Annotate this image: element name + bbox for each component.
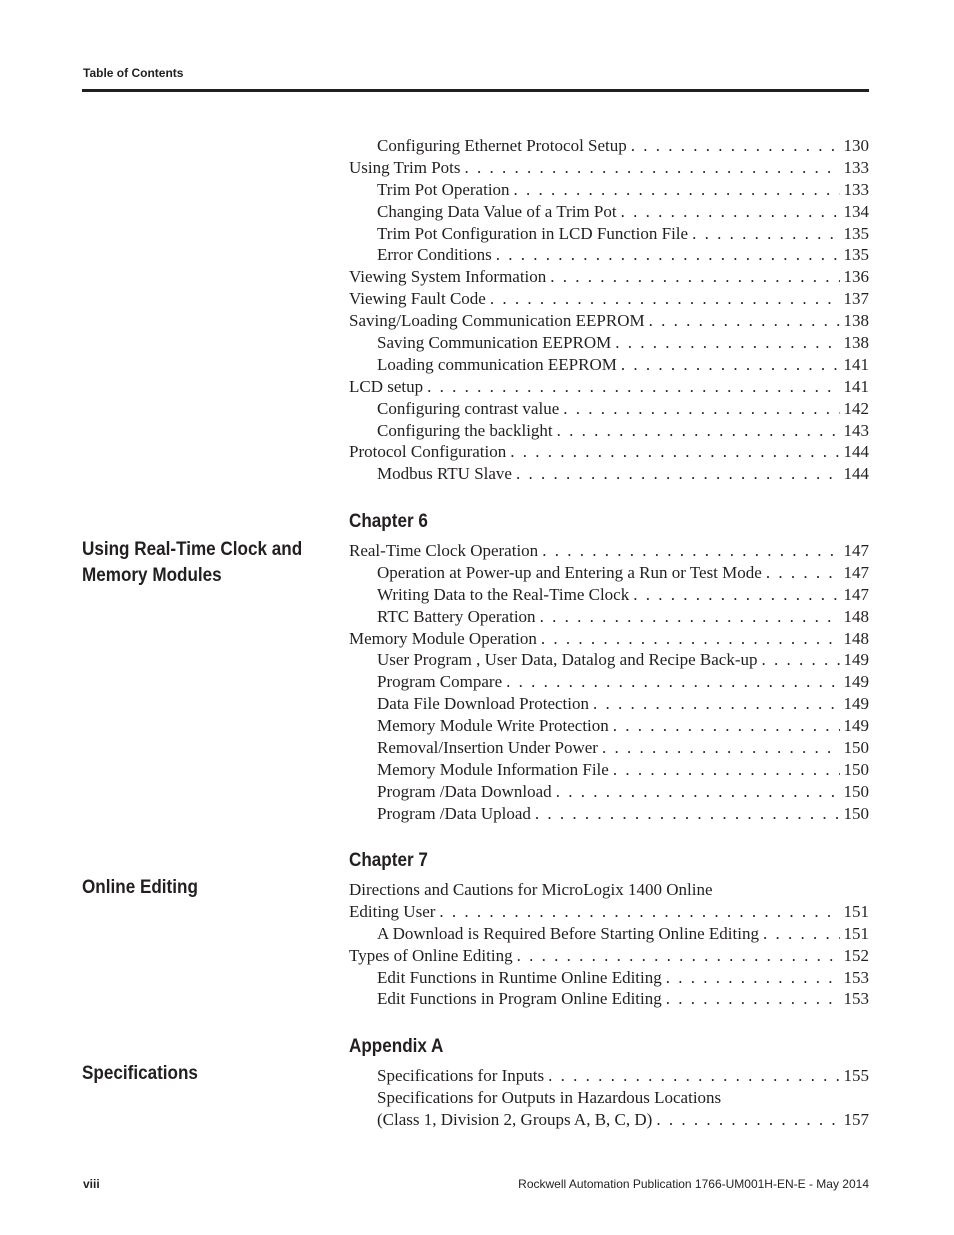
- dot-leader: [535, 803, 840, 825]
- toc-entry-page: 150: [843, 738, 869, 758]
- toc-entry-page: 147: [843, 541, 869, 560]
- dot-leader: [541, 628, 840, 650]
- dot-leader: [556, 781, 840, 803]
- dot-leader: [666, 988, 840, 1010]
- appendix-a-entries: [349, 1065, 869, 1131]
- dot-leader: [621, 201, 840, 223]
- toc-entry-page: 151: [843, 901, 869, 921]
- dot-leader: [550, 266, 839, 288]
- toc-entry[interactable]: [349, 649, 869, 671]
- toc-entry-title: Removal/Insertion Under Power: [377, 738, 598, 758]
- toc-entry-title: Program /Data Download: [377, 781, 552, 801]
- toc-entry-title: Editing User: [349, 901, 436, 921]
- toc-entry-page: 143: [843, 420, 869, 440]
- toc-entry-title: Edit Functions in Program Online Editing: [377, 989, 662, 1009]
- toc-entry[interactable]: [349, 737, 869, 759]
- toc-entry-page: 135: [843, 245, 869, 265]
- toc-entry-page: 138: [843, 311, 869, 331]
- toc-entry[interactable]: [349, 376, 869, 398]
- toc-entry[interactable]: [349, 781, 869, 803]
- chapter-7-label: Chapter 7: [349, 850, 428, 871]
- toc-entry[interactable]: [349, 420, 869, 442]
- toc-entry[interactable]: [349, 244, 869, 266]
- toc-entry[interactable]: [349, 201, 869, 223]
- toc-entry-page: 149: [843, 672, 869, 692]
- dot-leader: [656, 1109, 839, 1131]
- toc-entry-page: 141: [843, 354, 869, 374]
- toc-entry[interactable]: [349, 266, 869, 288]
- toc-entry-title: Directions and Cautions for MicroLogix 1400 Online: [349, 880, 713, 899]
- toc-entry-title: (Class 1, Division 2, Groups A, B, C, D): [377, 1109, 653, 1129]
- toc-entry-title: Trim Pot Configuration in LCD Function File: [377, 223, 689, 243]
- toc-entry-title: Specifications for Inputs: [377, 1066, 545, 1085]
- toc-entry-page: 133: [843, 157, 869, 177]
- toc-entry-title: Configuring the backlight: [377, 420, 553, 440]
- toc-entry[interactable]: [349, 223, 869, 245]
- toc-entry[interactable]: [349, 759, 869, 781]
- dot-leader: [725, 1087, 865, 1109]
- toc-entry-title: RTC Battery Operation: [377, 606, 536, 626]
- dot-leader: [631, 135, 840, 157]
- toc-entry-page: 134: [843, 201, 869, 221]
- toc-entry-title: Memory Module Information File: [377, 759, 609, 779]
- toc-entry-title: Modbus RTU Slave: [377, 464, 512, 484]
- toc-entry-page: 141: [843, 376, 869, 396]
- toc-entry[interactable]: [349, 1087, 869, 1109]
- chapter-6-entries: [349, 540, 869, 825]
- toc-entry[interactable]: [349, 988, 869, 1010]
- appendix-a-label: Appendix A: [349, 1036, 444, 1057]
- running-header: Table of Contents: [83, 66, 184, 80]
- dot-leader: [666, 967, 840, 989]
- toc-entry-title: Writing Data to the Real-Time Clock: [377, 584, 630, 604]
- toc-entry-title: Viewing System Information: [349, 267, 547, 287]
- dot-leader: [613, 715, 840, 737]
- dot-leader: [761, 649, 839, 671]
- toc-entry[interactable]: [349, 135, 869, 157]
- toc-entry-page: 144: [843, 464, 869, 484]
- dot-leader: [602, 737, 840, 759]
- dot-leader: [763, 923, 840, 945]
- toc-entry[interactable]: [349, 693, 869, 715]
- dot-leader: [516, 463, 840, 485]
- dot-leader: [557, 420, 840, 442]
- toc-entry[interactable]: [349, 1109, 869, 1131]
- toc-entry-page: 136: [843, 267, 869, 287]
- toc-entry-title: LCD setup: [349, 376, 424, 396]
- toc-entry[interactable]: [349, 803, 869, 825]
- toc-entry-page: 150: [843, 759, 869, 779]
- dot-leader: [593, 693, 840, 715]
- toc-entry-title: Memory Module Write Protection: [377, 716, 609, 736]
- toc-entry-page: 150: [843, 781, 869, 801]
- toc-entry-page: 151: [843, 923, 869, 943]
- toc-entry-page: 138: [843, 333, 869, 353]
- toc-entry-page: 149: [843, 716, 869, 736]
- chapter-6-label: Chapter 6: [349, 511, 428, 532]
- toc-entry[interactable]: [349, 715, 869, 737]
- toc-entry-page: 152: [843, 945, 869, 965]
- dot-leader: [540, 606, 840, 628]
- toc-entry-page: 147: [843, 584, 869, 604]
- dot-leader: [649, 310, 840, 332]
- dot-leader: [692, 223, 839, 245]
- toc-entry-title: Using Trim Pots: [349, 157, 461, 177]
- dot-leader: [548, 1065, 839, 1087]
- toc-entry[interactable]: [349, 288, 869, 310]
- dot-leader: [517, 945, 840, 967]
- dot-leader: [510, 441, 839, 463]
- toc-entry[interactable]: [349, 628, 869, 650]
- appendix-a-title: Specifications: [82, 1063, 198, 1084]
- toc-entry[interactable]: [349, 945, 869, 967]
- dot-leader: [439, 901, 839, 923]
- toc-entry-page: 147: [843, 562, 869, 582]
- chapter-6-title: Using Real-Time Clock and Memory Modules: [82, 539, 303, 586]
- dot-leader: [496, 244, 840, 266]
- dot-leader: [542, 540, 839, 562]
- dot-leader: [633, 584, 839, 606]
- dot-leader: [465, 157, 840, 179]
- toc-entry-title: Configuring contrast value: [377, 398, 560, 418]
- toc-entry[interactable]: [349, 157, 869, 179]
- toc-entry-page: 153: [843, 989, 869, 1009]
- toc-entry-title: Program /Data Upload: [377, 803, 531, 823]
- toc-entry-title: Viewing Fault Code: [349, 289, 486, 309]
- toc-entry-page: 148: [843, 606, 869, 626]
- dot-leader: [427, 376, 839, 398]
- toc-entry[interactable]: [349, 354, 869, 376]
- toc-entry[interactable]: [349, 879, 869, 901]
- toc-entry[interactable]: [349, 441, 869, 463]
- toc-entry[interactable]: [349, 332, 869, 354]
- toc-entry[interactable]: [349, 540, 869, 562]
- toc-entry-title: Edit Functions in Runtime Online Editing: [377, 967, 662, 987]
- dot-leader: [615, 332, 839, 354]
- toc-entry[interactable]: [349, 923, 869, 945]
- dot-leader: [506, 671, 839, 693]
- dot-leader: [563, 398, 839, 420]
- toc-entry-title: A Download is Required Before Starting Online Editing: [377, 923, 759, 943]
- toc-entry-title: User Program , User Data, Datalog and Recipe Back-up: [377, 650, 758, 670]
- toc-entry-title: Memory Module Operation: [349, 628, 537, 648]
- toc-entry-title: Saving/Loading Communication EEPROM: [349, 311, 645, 331]
- toc-entry[interactable]: [349, 310, 869, 332]
- toc-entry-title: Changing Data Value of a Trim Pot: [377, 201, 617, 221]
- toc-entry-title: Loading communication EEPROM: [377, 354, 617, 374]
- toc-entry[interactable]: [349, 606, 869, 628]
- dot-leader: [621, 354, 840, 376]
- toc-entry[interactable]: [349, 901, 869, 923]
- toc-entry-page: 157: [843, 1109, 869, 1129]
- toc-entry-page: 148: [843, 628, 869, 648]
- toc-entry-title: Configuring Ethernet Protocol Setup: [377, 136, 627, 155]
- toc-entry-page: 130: [843, 136, 869, 155]
- toc-entry-title: Trim Pot Operation: [377, 179, 510, 199]
- toc-entry-title: Specifications for Outputs in Hazardous Locations: [377, 1087, 722, 1107]
- dot-leader: [490, 288, 840, 310]
- toc-entry-page: 142: [843, 398, 869, 418]
- toc-continued-list: [349, 135, 869, 485]
- toc-entry-title: Protocol Configuration: [349, 442, 507, 462]
- dot-leader: [717, 879, 865, 901]
- toc-entry-title: Real-Time Clock Operation: [349, 541, 539, 560]
- toc-entry[interactable]: [349, 463, 869, 485]
- toc-entry-title: Program Compare: [377, 672, 503, 692]
- toc-entry-page: 144: [843, 442, 869, 462]
- toc-entry-page: 153: [843, 967, 869, 987]
- dot-leader: [514, 179, 840, 201]
- toc-entry-page: 135: [843, 223, 869, 243]
- toc-entry-page: 149: [843, 694, 869, 714]
- toc-entry[interactable]: [349, 562, 869, 584]
- toc-entry[interactable]: [349, 179, 869, 201]
- dot-leader: [613, 759, 840, 781]
- toc-entry[interactable]: [349, 584, 869, 606]
- toc-entry[interactable]: [349, 671, 869, 693]
- toc-entry-title: Data File Download Protection: [377, 694, 589, 714]
- toc-entry-page: 155: [843, 1066, 869, 1085]
- dot-leader: [766, 562, 840, 584]
- header-rule: [82, 89, 869, 92]
- toc-entry-title: Operation at Power-up and Entering a Run or Test Mode: [377, 562, 762, 582]
- toc-entry-page: 133: [843, 179, 869, 199]
- toc-entry[interactable]: [349, 398, 869, 420]
- publication-info: Rockwell Automation Publication 1766-UM001H-EN-E - May 2014: [518, 1177, 869, 1191]
- toc-entry-page: 149: [843, 650, 869, 670]
- page-number: viii: [83, 1177, 100, 1191]
- toc-entry[interactable]: [349, 967, 869, 989]
- toc-entry-title: Types of Online Editing: [349, 945, 513, 965]
- toc-entry-title: Error Conditions: [377, 245, 492, 265]
- chapter-7-entries: [349, 879, 869, 1010]
- toc-entry[interactable]: [349, 1065, 869, 1087]
- toc-entry-page: 137: [843, 289, 869, 309]
- toc-entry-page: 150: [843, 803, 869, 823]
- toc-entry-title: Saving Communication EEPROM: [377, 333, 612, 353]
- chapter-7-title: Online Editing: [82, 877, 198, 898]
